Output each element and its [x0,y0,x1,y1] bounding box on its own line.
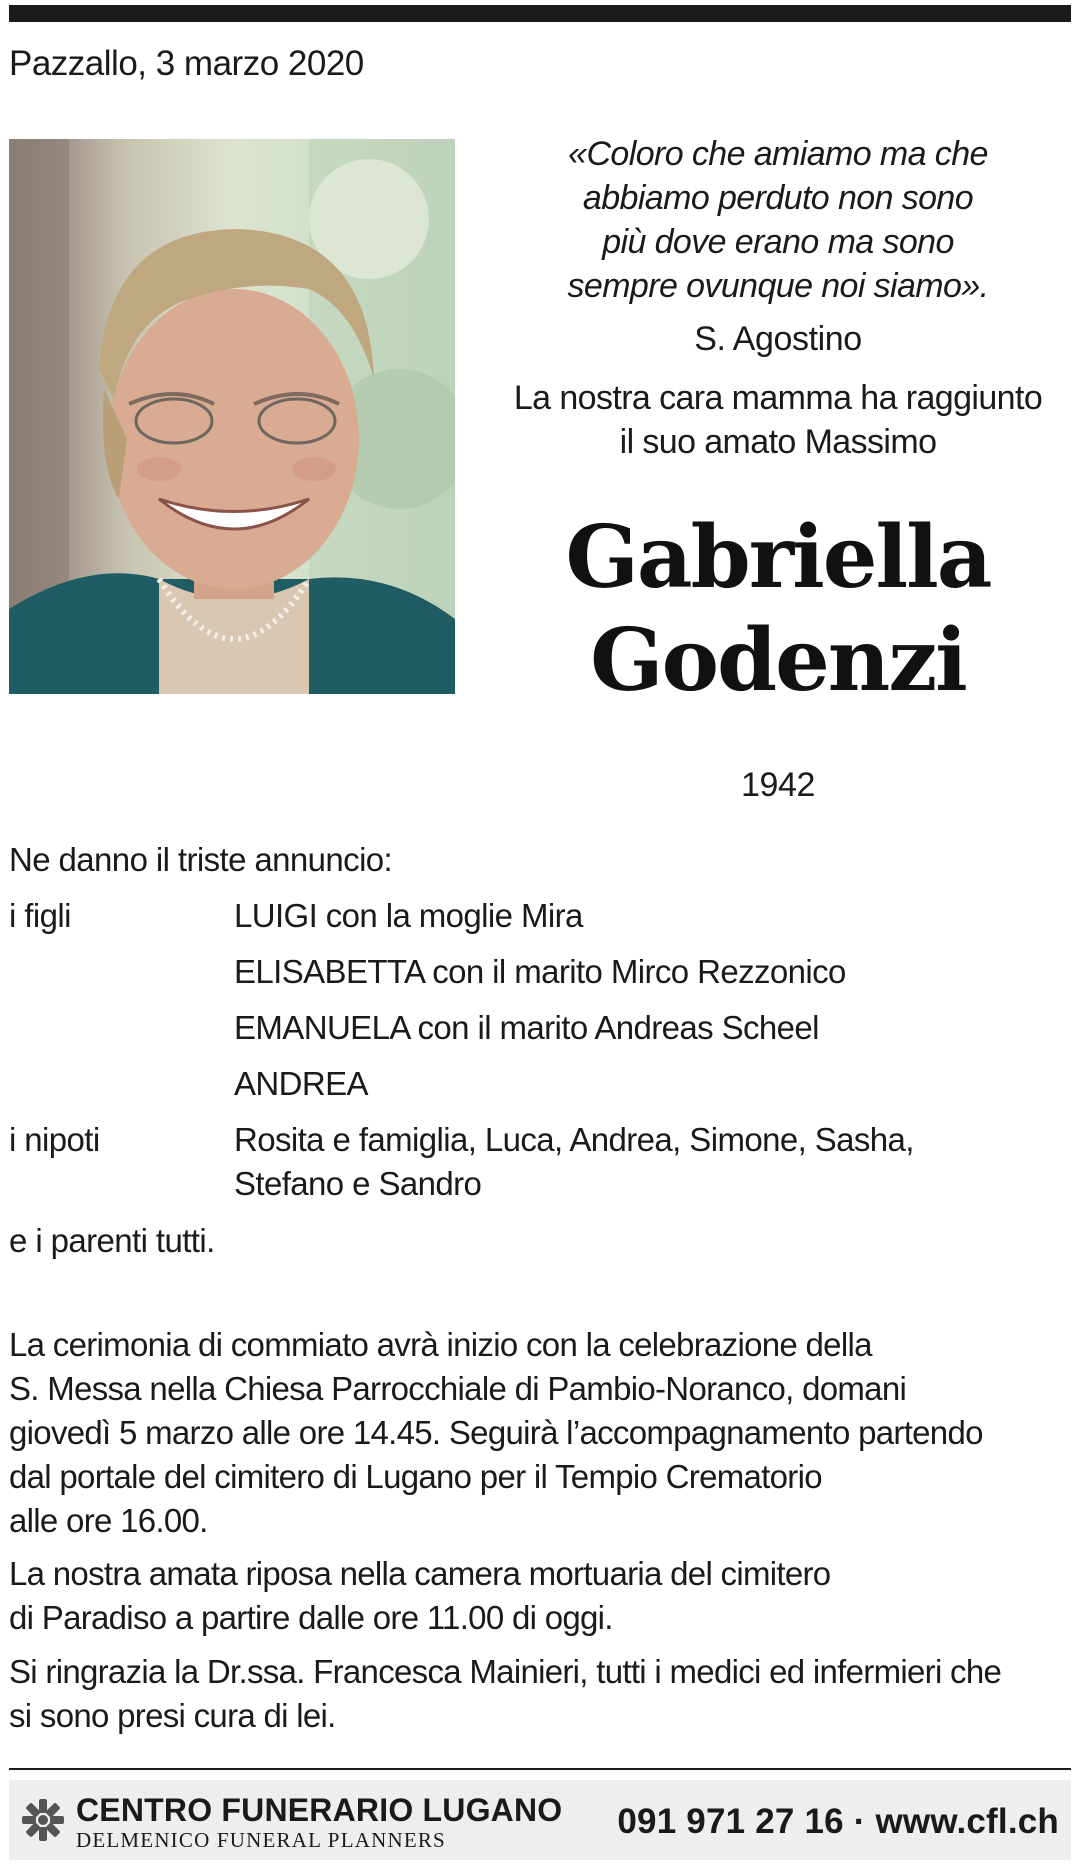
announcement: Ne danno il triste annuncio: [9,841,393,878]
grandchildren-list [234,1118,1049,1206]
funeral-home-subtitle: DELMENICO FUNERAL PLANNERS [76,1828,446,1852]
children-label: i figli [9,897,71,934]
funeral-home-footer [9,1780,1071,1860]
deceased-first-name: Gabriella [565,507,991,608]
ceremony-line: S. Messa nella Chiesa Parrocchiale di Pambio-Noranco, domani [9,1370,907,1407]
viewing-line: di Paradiso a partire dalle ore 11.00 di oggi. [9,1599,613,1636]
grandchildren-label: i nipoti [9,1121,100,1158]
grandchildren-line: Rosita e famiglia, Luca, Andrea, Simone, Sasha, [234,1121,914,1158]
ceremony-line: La cerimonia di commiato avrà inizio con la celebrazione della [9,1326,872,1363]
thanks-paragraph [9,1650,1071,1738]
intro-text [485,376,1071,464]
top-rule [9,5,1071,22]
ceremony-line: giovedì 5 marzo alle ore 14.45. Seguirà l’accompagnamento partendo [9,1414,983,1451]
family-list [9,894,1049,1206]
ceremony-paragraph [9,1323,1071,1543]
child-entry: ANDREA [234,1065,368,1102]
birth-year: 1942 [740,766,816,804]
children-row [9,894,1049,1118]
grandchildren-row [9,1118,1049,1206]
thanks-line: Si ringrazia la Dr.ssa. Francesca Mainieri, tutti i medici ed infermieri che [9,1653,1002,1690]
children-list [234,894,1049,1118]
cross-flower-icon [20,1797,66,1848]
bottom-rule [9,1768,1071,1770]
dateline: Pazzallo, 3 marzo 2020 [9,44,364,83]
child-entry: LUIGI con la moglie Mira [234,897,583,934]
intro-line: il suo amato Massimo [619,423,937,461]
quote [485,132,1071,308]
ceremony-line: dal portale del cimitero di Lugano per il Tempio Crematorio [9,1458,822,1495]
deceased-name [485,506,1071,712]
child-entry: EMANUELA con il marito Andreas Scheel [234,1009,819,1046]
quote-line: più dove erano ma sono [602,223,954,261]
portrait-photo [9,139,455,694]
quote-line: sempre ovunque noi siamo». [567,267,989,305]
grandchildren-line: Stefano e Sandro [234,1165,482,1202]
funeral-home-name: CENTRO FUNERARIO LUGANO [76,1792,563,1828]
quote-line: abbiamo perduto non sono [582,179,974,217]
thanks-line: si sono presi cura di lei. [9,1697,336,1734]
funeral-home-contact: 091 971 27 16 · www.cfl.ch [617,1802,1059,1841]
ceremony-line: alle ore 16.00. [9,1502,208,1539]
deceased-last-name: Godenzi [590,610,966,711]
quote-line: «Coloro che amiamo ma che [568,135,988,173]
quote-author: S. Agostino [694,320,862,358]
viewing-line: La nostra amata riposa nella camera mortuaria del cimitero [9,1555,831,1592]
viewing-paragraph [9,1552,1071,1640]
intro-line: La nostra cara mamma ha raggiunto [513,379,1043,417]
child-entry: ELISABETTA con il marito Mirco Rezzonico [234,953,846,990]
relatives-line: e i parenti tutti. [9,1222,215,1259]
